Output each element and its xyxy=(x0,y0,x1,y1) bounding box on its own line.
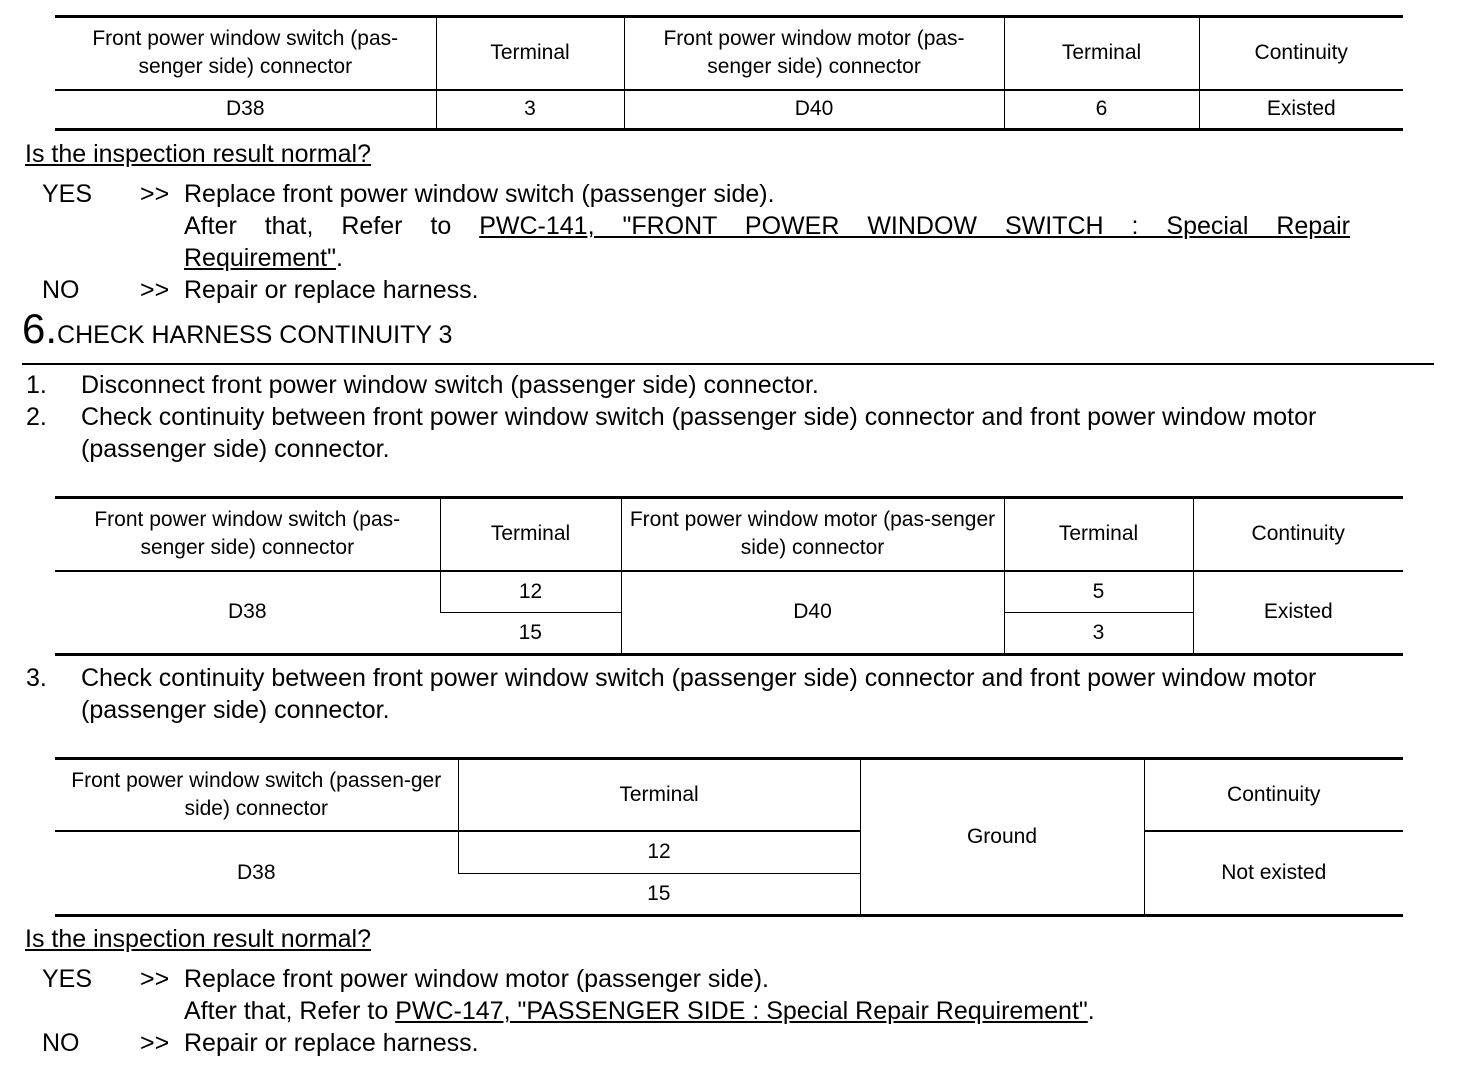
arrow: >> xyxy=(140,965,170,993)
header-continuity: Continuity xyxy=(1144,759,1403,831)
header-switch-connector: Front power window switch (pas-senger side) connector xyxy=(55,498,440,571)
header-continuity: Continuity xyxy=(1193,498,1403,571)
continuity-table-1 xyxy=(55,15,1403,131)
header-continuity: Continuity xyxy=(1199,17,1403,90)
cell-terminal: 15 xyxy=(647,882,671,905)
no-action: Repair or replace harness. xyxy=(184,1029,479,1057)
after-that-text: After that, Refer to xyxy=(184,212,452,240)
cell-terminal: 12 xyxy=(458,831,860,874)
cell-motor-terminal: 5 xyxy=(1004,571,1193,613)
step-6-heading xyxy=(22,305,453,352)
cell-continuity: Not existed xyxy=(1144,831,1403,916)
cell-motor-terminal: 6 xyxy=(1004,90,1199,130)
cell-motor-terminal: 3 xyxy=(1004,613,1193,655)
cell-motor-connector: D40 xyxy=(624,90,1004,130)
step-item-3: 3. Check continuity between front power window switch (passenger side) connector and front power window motor (passenger side) connector. xyxy=(26,664,1317,724)
cell-switch-terminal: 15 xyxy=(518,621,542,644)
no-label: NO xyxy=(42,276,80,304)
ground-continuity-table xyxy=(55,757,1403,917)
yes-label: YES xyxy=(42,180,93,208)
header-terminal: Terminal xyxy=(436,17,624,90)
yes-label: YES xyxy=(42,965,93,993)
no-label: NO xyxy=(42,1029,80,1057)
header-switch-connector: Front power window switch (passen-ger side) connector xyxy=(55,759,458,831)
header-terminal: Terminal xyxy=(1004,498,1193,571)
no-action: Repair or replace harness. xyxy=(184,276,479,304)
cell-continuity: Existed xyxy=(1199,90,1403,130)
cell-ground: Ground xyxy=(860,759,1144,916)
inspection-question: Is the inspection result normal? xyxy=(25,140,372,168)
answer-yes xyxy=(0,178,1472,210)
yes-reference-line: After that, Refer to PWC-147, "PASSENGER SIDE : Special Repair Requirement". xyxy=(184,997,1095,1025)
step-title: CHECK HARNESS CONTINUITY 3 xyxy=(57,321,453,349)
after-that-text: After that, Refer to xyxy=(184,997,389,1025)
cell-switch-connector: D38 xyxy=(236,860,276,884)
pwc-141-link[interactable]: PWC-141, "FRONT POWER WINDOW SWITCH : Special Repair xyxy=(479,212,1350,240)
header-motor-connector: Front power window motor (pas-senger side) connector xyxy=(624,17,1004,90)
header-terminal: Terminal xyxy=(458,759,860,831)
arrow: >> xyxy=(140,276,170,304)
header-motor-connector: Front power window motor (pas-senger side) connector xyxy=(621,498,1004,571)
cell-continuity: Existed xyxy=(1193,571,1403,655)
pwc-141-link-continued[interactable]: Requirement" xyxy=(184,244,337,272)
yes-action: Replace front power window switch (passenger side). xyxy=(184,180,775,208)
header-terminal: Terminal xyxy=(440,498,621,571)
answer-no xyxy=(0,274,1472,306)
arrow: >> xyxy=(140,1029,170,1057)
answer-yes xyxy=(0,963,1472,995)
step-item-1: 1. Disconnect front power window switch (passenger side) connector. xyxy=(26,371,819,399)
inspection-question: Is the inspection result normal? xyxy=(25,925,372,953)
yes-reference-line xyxy=(184,210,1350,242)
header-terminal: Terminal xyxy=(1004,17,1199,90)
cell-switch-connector: D38 xyxy=(227,600,267,624)
pwc-147-link[interactable]: PWC-147, "PASSENGER SIDE : Special Repair Requirement" xyxy=(395,997,1088,1025)
continuity-table-2 xyxy=(55,496,1403,656)
header-switch-connector: Front power window switch (pas-senger side) connector xyxy=(55,17,436,90)
step-item-2: 2. Check continuity between front power window switch (passenger side) connector and front power window motor (passenger side) connector. xyxy=(26,403,1317,463)
cell-switch-terminal: 12 xyxy=(440,571,621,613)
cell-motor-connector: D40 xyxy=(621,571,1004,655)
yes-action: Replace front power window motor (passenger side). xyxy=(184,965,769,993)
answer-no xyxy=(0,1027,1472,1059)
arrow: >> xyxy=(140,180,170,208)
heading-rule xyxy=(22,363,1434,365)
cell-switch-connector: D38 xyxy=(225,97,265,121)
step-number: 6. xyxy=(22,305,58,352)
yes-reference-line-2: Requirement". xyxy=(184,244,343,272)
cell-switch-terminal: 3 xyxy=(436,90,624,130)
